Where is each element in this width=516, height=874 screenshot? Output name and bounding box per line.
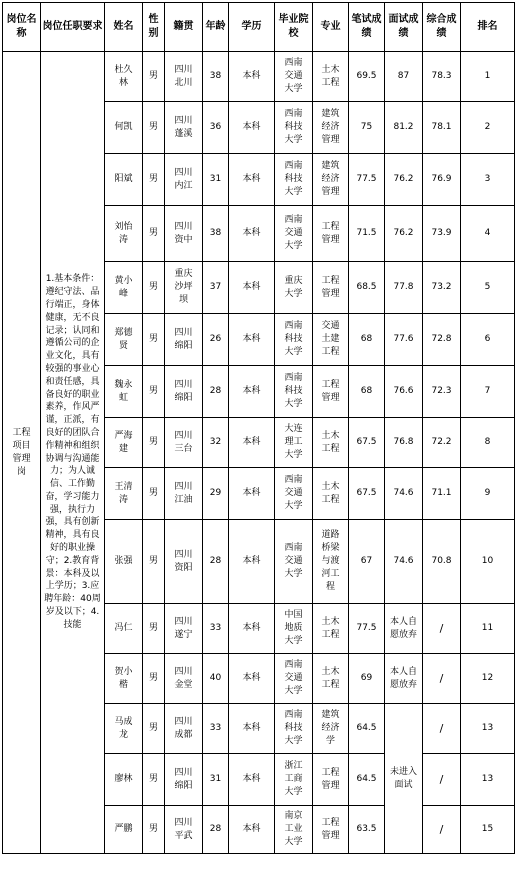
origin: 四川金堂 [165, 654, 203, 704]
major: 建筑经济管理 [313, 154, 349, 206]
rank: 6 [461, 314, 515, 366]
gender: 男 [143, 418, 165, 468]
candidate-name: 冯仁 [105, 604, 143, 654]
school: 西南交通大学 [275, 206, 313, 262]
age: 28 [203, 806, 229, 854]
table-row [3, 52, 515, 102]
origin: 四川内江 [165, 154, 203, 206]
total-score: / [423, 704, 461, 754]
interview-score: 本人自愿放弃 [385, 654, 423, 704]
total-score: / [423, 654, 461, 704]
school: 大连理工大学 [275, 418, 313, 468]
school: 浙江工商大学 [275, 754, 313, 806]
major: 土木工程 [313, 418, 349, 468]
origin: 四川资中 [165, 206, 203, 262]
age: 26 [203, 314, 229, 366]
candidate-name: 张强 [105, 520, 143, 604]
age: 33 [203, 704, 229, 754]
written-score: 67 [349, 520, 385, 604]
gender: 男 [143, 206, 165, 262]
written-score: 68 [349, 366, 385, 418]
candidate-name: 何凯 [105, 102, 143, 154]
age: 37 [203, 262, 229, 314]
total-score: 76.9 [423, 154, 461, 206]
rank: 13 [461, 754, 515, 806]
age: 40 [203, 654, 229, 704]
candidate-name: 刘怡涛 [105, 206, 143, 262]
education: 本科 [229, 366, 275, 418]
score-table [2, 2, 515, 854]
gender: 男 [143, 604, 165, 654]
candidate-name: 黄小峰 [105, 262, 143, 314]
age: 32 [203, 418, 229, 468]
school: 西南交通大学 [275, 468, 313, 520]
gender: 男 [143, 154, 165, 206]
gender: 男 [143, 262, 165, 314]
major: 工程管理 [313, 806, 349, 854]
education: 本科 [229, 806, 275, 854]
candidate-name: 廖林 [105, 754, 143, 806]
position-name: 工程项目管理岗 [3, 52, 41, 854]
total-score: 72.2 [423, 418, 461, 468]
rank: 7 [461, 366, 515, 418]
header-age: 年龄 [203, 3, 229, 52]
total-score: 72.8 [423, 314, 461, 366]
age: 33 [203, 604, 229, 654]
origin: 四川资阳 [165, 520, 203, 604]
rank: 10 [461, 520, 515, 604]
education: 本科 [229, 314, 275, 366]
total-score: 70.8 [423, 520, 461, 604]
school: 西南科技大学 [275, 314, 313, 366]
header-origin: 籍贯 [165, 3, 203, 52]
school: 西南交通大学 [275, 52, 313, 102]
origin: 四川绵阳 [165, 314, 203, 366]
rank: 13 [461, 704, 515, 754]
major: 道路桥梁与渡河工程 [313, 520, 349, 604]
age: 36 [203, 102, 229, 154]
candidate-name: 王清涛 [105, 468, 143, 520]
origin: 四川成都 [165, 704, 203, 754]
header-school: 毕业院校 [275, 3, 313, 52]
candidate-name: 阳斌 [105, 154, 143, 206]
major: 建筑经济学 [313, 704, 349, 754]
school: 西南科技大学 [275, 102, 313, 154]
origin: 重庆沙坪坝 [165, 262, 203, 314]
school: 重庆大学 [275, 262, 313, 314]
origin: 四川遂宁 [165, 604, 203, 654]
rank: 12 [461, 654, 515, 704]
major: 土木工程 [313, 604, 349, 654]
major: 交通土建工程 [313, 314, 349, 366]
total-score: 73.2 [423, 262, 461, 314]
written-score: 63.5 [349, 806, 385, 854]
total-score: 72.3 [423, 366, 461, 418]
origin: 四川江油 [165, 468, 203, 520]
written-score: 68 [349, 314, 385, 366]
header-row [3, 3, 515, 52]
total-score: 71.1 [423, 468, 461, 520]
major: 工程管理 [313, 206, 349, 262]
education: 本科 [229, 468, 275, 520]
rank: 5 [461, 262, 515, 314]
written-score: 64.5 [349, 754, 385, 806]
written-score: 71.5 [349, 206, 385, 262]
major: 土木工程 [313, 468, 349, 520]
school: 西南科技大学 [275, 366, 313, 418]
origin: 四川北川 [165, 52, 203, 102]
school: 西南交通大学 [275, 520, 313, 604]
written-score: 69.5 [349, 52, 385, 102]
header-interview-score: 面试成绩 [385, 3, 423, 52]
header-total-score: 综合成绩 [423, 3, 461, 52]
age: 28 [203, 366, 229, 418]
interview-score: 本人自愿放弃 [385, 604, 423, 654]
rank: 1 [461, 52, 515, 102]
education: 本科 [229, 704, 275, 754]
education: 本科 [229, 654, 275, 704]
origin: 四川平武 [165, 806, 203, 854]
interview-score: 77.6 [385, 314, 423, 366]
total-score: 78.1 [423, 102, 461, 154]
candidate-name: 严海建 [105, 418, 143, 468]
written-score: 75 [349, 102, 385, 154]
school: 南京工业大学 [275, 806, 313, 854]
rank: 3 [461, 154, 515, 206]
header-gender: 性别 [143, 3, 165, 52]
age: 31 [203, 754, 229, 806]
header-major: 专业 [313, 3, 349, 52]
major: 工程管理 [313, 366, 349, 418]
gender: 男 [143, 520, 165, 604]
total-score: / [423, 754, 461, 806]
gender: 男 [143, 754, 165, 806]
candidate-name: 郑德贤 [105, 314, 143, 366]
education: 本科 [229, 604, 275, 654]
rank: 11 [461, 604, 515, 654]
interview-score: 74.6 [385, 520, 423, 604]
rank: 15 [461, 806, 515, 854]
age: 38 [203, 206, 229, 262]
gender: 男 [143, 102, 165, 154]
written-score: 77.5 [349, 154, 385, 206]
written-score: 67.5 [349, 418, 385, 468]
interview-score: 76.2 [385, 154, 423, 206]
education: 本科 [229, 520, 275, 604]
rank: 2 [461, 102, 515, 154]
position-requirements: 1.基本条件：遵纪守法、品行端正，身体健康，无不良记录；认同和遵循公司的企业文化，具有较强的事业心和责任感，具备良好的职业素养，作风严谨，正派，有良好的团队合作精神和组织协调与沟通能力；为人诚信、工作勤奋，学习能力强，执行力强，具有创新精神，具有良好的职业操守；2.教育背景：本科及以上学历；3.应聘年龄：40周岁及以下；4.技能 [41, 52, 105, 854]
education: 本科 [229, 418, 275, 468]
written-score: 77.5 [349, 604, 385, 654]
rank: 8 [461, 418, 515, 468]
gender: 男 [143, 314, 165, 366]
rank: 9 [461, 468, 515, 520]
age: 31 [203, 154, 229, 206]
origin: 四川蓬溪 [165, 102, 203, 154]
header-rank: 排名 [461, 3, 515, 52]
total-score: 73.9 [423, 206, 461, 262]
major: 工程管理 [313, 262, 349, 314]
education: 本科 [229, 154, 275, 206]
total-score: / [423, 806, 461, 854]
education: 本科 [229, 52, 275, 102]
education: 本科 [229, 206, 275, 262]
school: 西南科技大学 [275, 154, 313, 206]
gender: 男 [143, 704, 165, 754]
age: 29 [203, 468, 229, 520]
education: 本科 [229, 262, 275, 314]
school: 中国地质大学 [275, 604, 313, 654]
gender: 男 [143, 806, 165, 854]
written-score: 64.5 [349, 704, 385, 754]
header-education: 学历 [229, 3, 275, 52]
interview-score: 74.6 [385, 468, 423, 520]
interview-score: 76.8 [385, 418, 423, 468]
origin: 四川绵阳 [165, 754, 203, 806]
written-score: 68.5 [349, 262, 385, 314]
interview-score: 76.6 [385, 366, 423, 418]
interview-score: 87 [385, 52, 423, 102]
origin: 四川绵阳 [165, 366, 203, 418]
major: 土木工程 [313, 654, 349, 704]
interview-score: 81.2 [385, 102, 423, 154]
age: 28 [203, 520, 229, 604]
header-written-score: 笔试成绩 [349, 3, 385, 52]
gender: 男 [143, 468, 165, 520]
gender: 男 [143, 52, 165, 102]
interview-score: 76.2 [385, 206, 423, 262]
interview-score: 77.8 [385, 262, 423, 314]
header-position: 岗位名称 [3, 3, 41, 52]
candidate-name: 贺小楷 [105, 654, 143, 704]
interview-score: 未进入面试 [385, 704, 423, 854]
rank: 4 [461, 206, 515, 262]
school: 西南科技大学 [275, 704, 313, 754]
candidate-name: 严鹏 [105, 806, 143, 854]
header-requirements: 岗位任职要求 [41, 3, 105, 52]
gender: 男 [143, 366, 165, 418]
total-score: 78.3 [423, 52, 461, 102]
written-score: 69 [349, 654, 385, 704]
major: 工程管理 [313, 754, 349, 806]
origin: 四川三台 [165, 418, 203, 468]
candidate-name: 魏永虹 [105, 366, 143, 418]
gender: 男 [143, 654, 165, 704]
age: 38 [203, 52, 229, 102]
major: 建筑经济管理 [313, 102, 349, 154]
total-score: / [423, 604, 461, 654]
education: 本科 [229, 754, 275, 806]
header-name: 姓名 [105, 3, 143, 52]
candidate-name: 马成龙 [105, 704, 143, 754]
written-score: 67.5 [349, 468, 385, 520]
education: 本科 [229, 102, 275, 154]
school: 西南交通大学 [275, 654, 313, 704]
major: 土木工程 [313, 52, 349, 102]
candidate-name: 杜久林 [105, 52, 143, 102]
